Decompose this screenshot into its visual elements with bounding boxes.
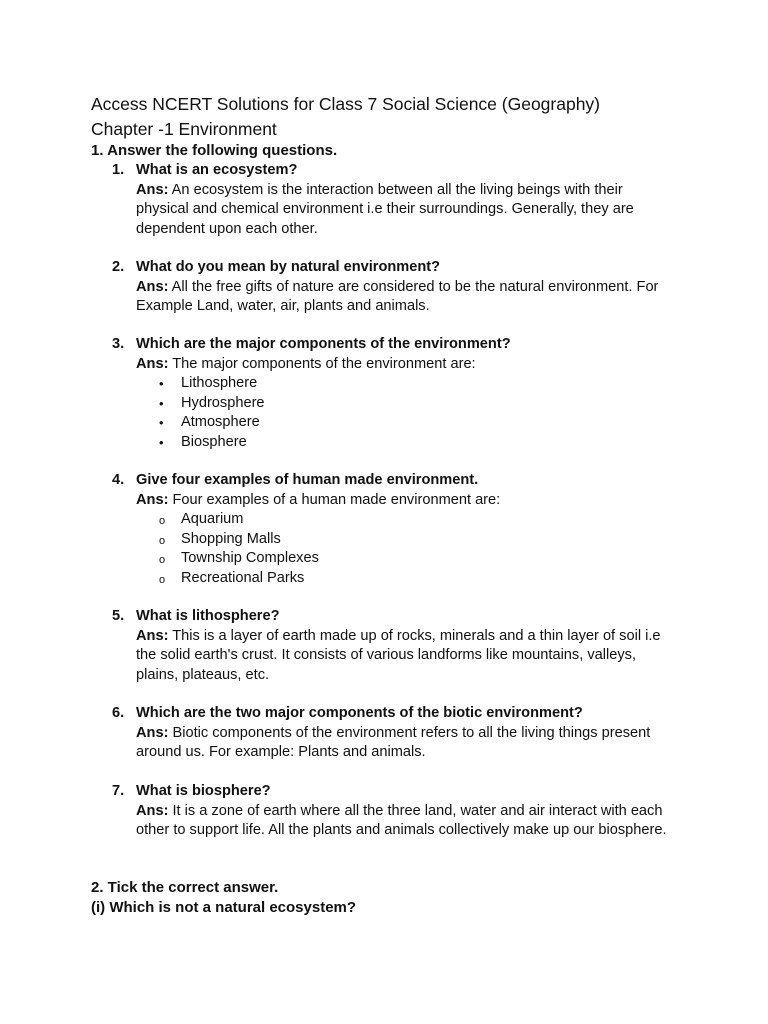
question-4: [112, 471, 672, 588]
list-item: [159, 569, 672, 589]
answer-text: An ecosystem is the interaction between all the living beings with their physical and chemical environment i.e their surroundings. Generally, they are dependent upon each other.: [136, 181, 634, 237]
list-item: [159, 433, 672, 453]
answer: [136, 181, 672, 240]
bullet-circle-icon: o: [159, 554, 166, 566]
question-number: 1.: [112, 162, 125, 178]
list-item: [159, 413, 672, 433]
list-item-text: Atmosphere: [181, 414, 260, 430]
question-text: What is biosphere?: [136, 783, 271, 799]
list-item-text: Biosphere: [181, 433, 247, 450]
ans-label: Ans:: [136, 802, 169, 819]
answer-text: Biotic components of the environment refers to all the living things present around us. For example: Plants and animals.: [136, 724, 651, 760]
answer-text: This is a layer of earth made up of rocks, minerals and a thin layer of soil i.e the solid earth's crust. It consists of various landforms like mountains, valleys, plains, plateaus, etc.: [136, 627, 661, 683]
question-number: 3.: [112, 336, 125, 352]
title-line-2: Chapter -1 Environment: [91, 119, 277, 139]
section-1-heading: 1. Answer the following questions.: [91, 142, 338, 159]
question-1: [112, 161, 672, 239]
question-number: 7.: [112, 783, 125, 799]
bullet-disc-icon: •: [159, 415, 164, 430]
bullet-disc-icon: •: [159, 434, 164, 450]
question-text: Which are the major components of the environment?: [136, 336, 511, 352]
question-text: Which are the two major components of the biotic environment?: [136, 705, 583, 721]
list-item-text: Aquarium: [181, 511, 244, 527]
list-item-text: Lithosphere: [181, 375, 258, 391]
section-2-subheading: (i) Which is not a natural ecosystem?: [91, 899, 357, 916]
section-2-heading: 2. Tick the correct answer.: [91, 879, 279, 896]
answer: [136, 627, 672, 686]
bullet-circle-icon: o: [159, 515, 166, 527]
list-item: [159, 374, 672, 394]
list-item-text: Recreational Parks: [181, 569, 305, 586]
question-6: [112, 704, 672, 763]
examples-list: [112, 510, 672, 588]
answer-text: It is a zone of earth where all the three land, water and air interact with each other to support life. All the plants and animals collectively make up our biosphere.: [136, 802, 667, 838]
question-7: [112, 782, 672, 841]
list-item: [159, 394, 672, 414]
bullet-disc-icon: •: [159, 395, 164, 411]
list-item-text: Hydrosphere: [181, 394, 265, 411]
ans-label: Ans:: [136, 724, 169, 741]
components-list: [112, 374, 672, 452]
question-text: What is an ecosystem?: [136, 162, 298, 178]
ans-label: Ans:: [136, 491, 169, 508]
question-number: 2.: [112, 259, 125, 275]
question-number: 6.: [112, 705, 125, 721]
question-text: What do you mean by natural environment?: [136, 259, 441, 275]
list-item: [159, 549, 672, 569]
ans-label: Ans:: [136, 355, 169, 372]
list-item-text: Township Complexes: [181, 550, 319, 566]
answer: [136, 491, 672, 511]
answer-text: Four examples of a human made environment are:: [168, 491, 501, 508]
question-number: 5.: [112, 608, 125, 624]
answer: [136, 355, 672, 375]
bullet-circle-icon: o: [159, 573, 166, 586]
list-item: [159, 510, 672, 530]
bullet-disc-icon: •: [159, 376, 164, 391]
answer-text: All the free gifts of nature are considered to be the natural environment. For Example Land, water, air, plants and animals.: [136, 278, 659, 314]
question-text: Give four examples of human made environment.: [136, 472, 479, 488]
question-number: 4.: [112, 472, 125, 488]
list-item: [159, 530, 672, 550]
question-text: What is lithosphere?: [136, 608, 280, 624]
bullet-circle-icon: o: [159, 534, 166, 547]
ans-label: Ans:: [136, 181, 169, 198]
answer: [136, 278, 672, 317]
answer-text: The major components of the environment are:: [168, 355, 476, 372]
title-line-1: Access NCERT Solutions for Class 7 Social Science (Geography): [91, 94, 601, 114]
answer: [136, 802, 672, 841]
document-title: [91, 92, 600, 142]
question-3: [112, 335, 672, 452]
question-2: [112, 258, 672, 317]
answer: [136, 724, 672, 763]
ans-label: Ans:: [136, 627, 169, 644]
list-item-text: Shopping Malls: [181, 530, 281, 547]
ans-label: Ans:: [136, 278, 169, 295]
question-5: [112, 607, 672, 685]
